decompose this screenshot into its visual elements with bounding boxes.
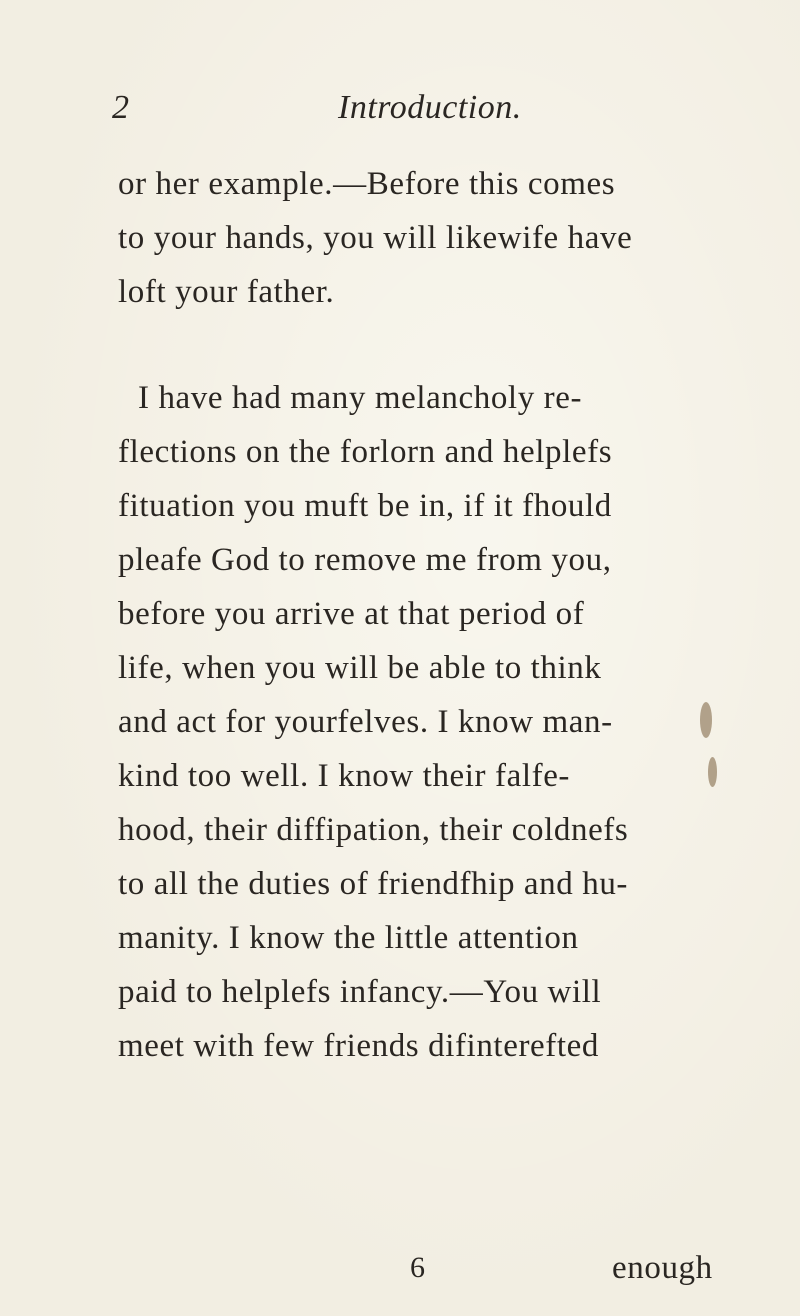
catchword: enough <box>612 1250 713 1286</box>
text-line: before you arrive at that period of <box>118 596 585 632</box>
ink-stain <box>700 702 712 738</box>
body-text <box>118 157 758 1073</box>
page-header <box>0 88 800 128</box>
signature-mark: 6 <box>410 1251 425 1284</box>
text-line: pleafe God to remove me from you, <box>118 542 612 578</box>
paragraph-gap <box>118 319 758 371</box>
text-line: I have had many melancholy re- <box>138 380 583 416</box>
ink-stain <box>708 757 717 787</box>
text-line: to all the duties of friendfhip and hu- <box>118 866 629 902</box>
text-line: hood, their diffipation, their coldnefs <box>118 812 629 848</box>
text-line: or her example.—Before this comes <box>118 166 616 202</box>
text-line: fituation you muft be in, if it fhould <box>118 488 612 524</box>
text-line: life, when you will be able to think <box>118 650 602 686</box>
text-line: loft your father. <box>118 274 335 310</box>
page-number: 2 <box>112 89 129 126</box>
text-line: meet with few friends difinterefted <box>118 1028 599 1064</box>
text-line: flections on the forlorn and helplefs <box>118 434 613 470</box>
text-line: to your hands, you will likewife have <box>118 220 633 256</box>
text-line: kind too well. I know their falfe- <box>118 758 571 794</box>
text-line: and act for yourfelves. I know man- <box>118 704 613 740</box>
page-footer <box>0 1248 800 1292</box>
running-head: Introduction. <box>338 89 522 126</box>
text-line: manity. I know the little attention <box>118 920 579 956</box>
text-line: paid to helplefs infancy.—You will <box>118 974 602 1010</box>
